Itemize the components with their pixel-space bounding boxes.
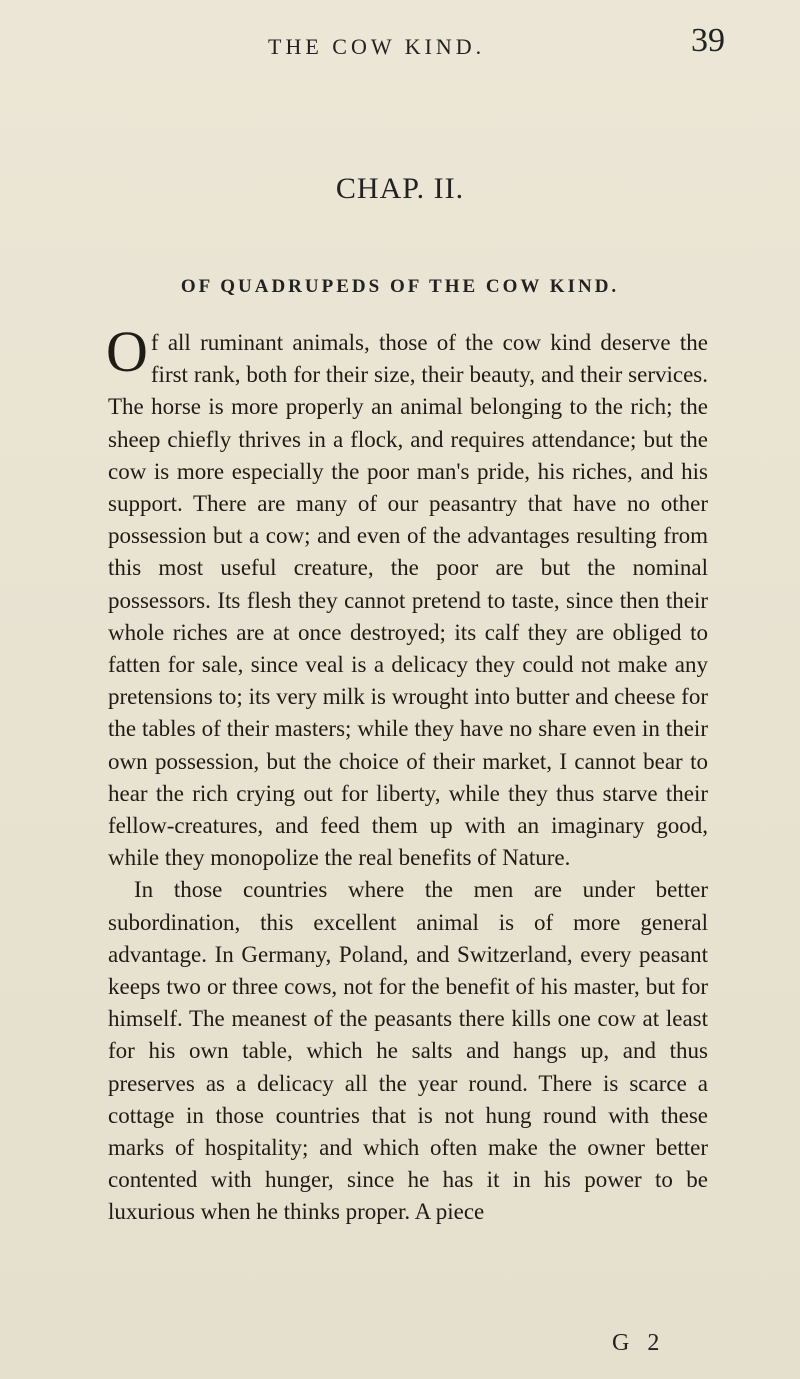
section-title: OF QUADRUPEDS OF THE COW KIND. — [180, 276, 620, 297]
running-title: THE COW KIND. — [268, 34, 486, 59]
page-number: 39 — [691, 22, 725, 59]
body-text — [106, 319, 708, 1229]
paragraph-1 — [106, 319, 708, 874]
paragraph-2: In those countries where the men are under better subordination, this excellent animal is of more general advantage. In Germany, Poland, and Switzerland, every peasant keeps two or three cows, not for the benefit of his master, but for himself. The meanest of the peasants there kills one cow at least for his own table, which he salts and hangs up, and thus preserves as a delicacy all the year round. There is scarce a cottage in those countries that is not hung round with these marks of hospitality; and which often make the owner better contented with hunger, since he has it in his power to be luxurious when he thinks proper. A piece — [108, 877, 708, 1225]
drop-initial: O — [106, 319, 148, 384]
signature-mark: G 2 — [612, 1330, 666, 1356]
paragraph-1-text: f all ruminant animals, those of the cow kind deserve the first rank, both for their size, their beauty, and their services. The horse is more properly an animal belonging to the rich; the sheep chiefly thrives in a flock, and requires attendance; but the cow is more especially the poor man's pride, his riches, and his support. There are many of our peasantry that have no other possession but a cow; and even of the advantages resulting from this most useful creature, the poor are but the nominal possessors. Its flesh they cannot pretend to taste, since then their whole riches are at once destroyed; its calf they are obliged to fatten for sale, since veal is a delicacy they could not make any pretensions to; its very milk is wrought into butter and cheese for the tables of their masters; while they have no share even in their own possession, but the choice of their market, I cannot bear to hear the rich crying out for liberty, while they thus starve their fellow-creatures, and feed them up with an imaginary good, while they monopolize the real benefits of Nature. — [108, 330, 708, 871]
running-head — [0, 22, 800, 72]
chapter-heading: CHAP. II. — [335, 172, 465, 205]
